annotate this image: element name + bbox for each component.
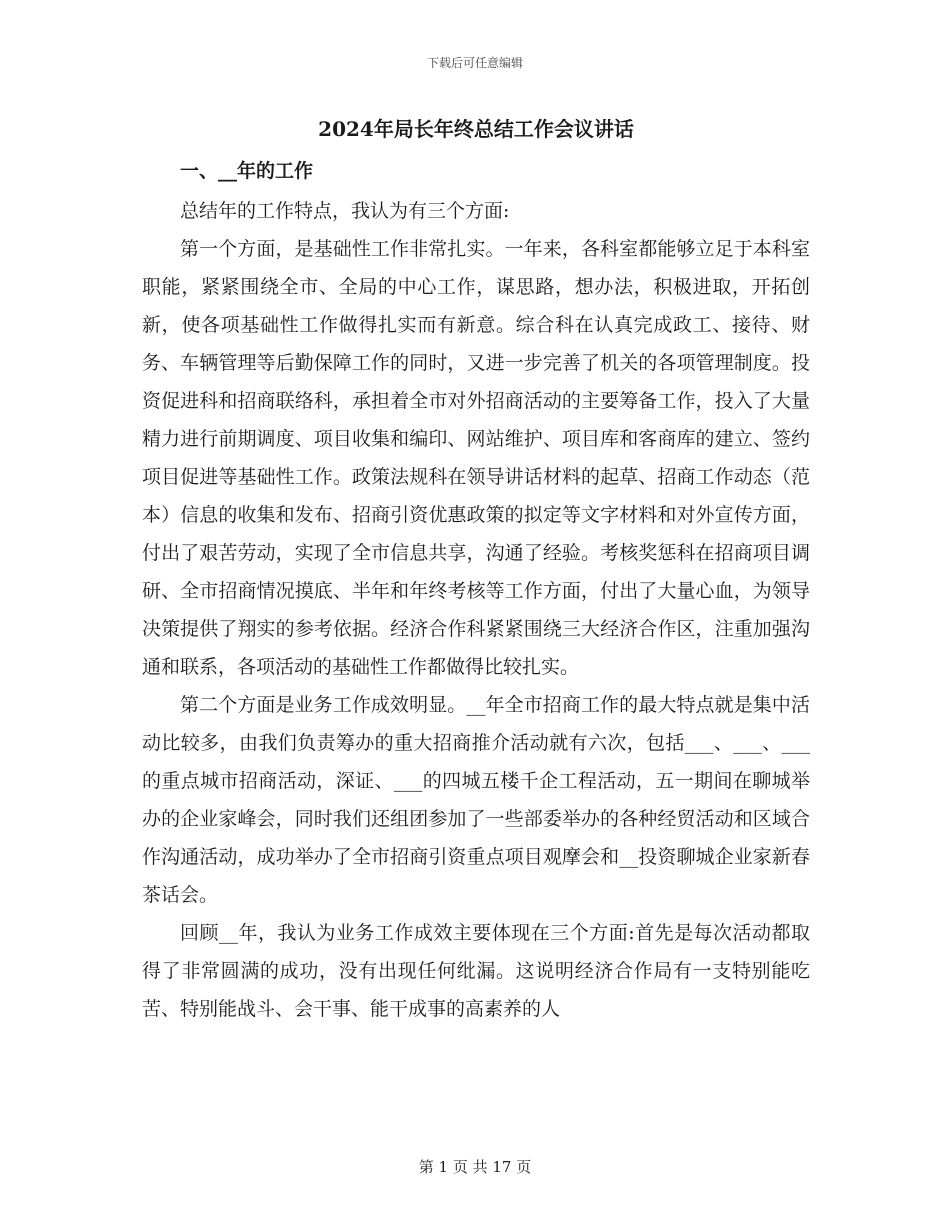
paragraph-first-aspect: 第一个方面，是基础性工作非常扎实。一年来，各科室都能够立足于本科室职能，紧紧围绕全市、全局的中心工作，谋思路，想办法，积极进取，开拓创新，使各项基础性工作做得扎实而有新意。综合科在认真完成政工、接待、财务、车辆管理等后勤保障工作的同时，又进一步完善了机关的各项管理制度。投资促进科和招商联络科，承担着全市对外招商活动的主要筹备工作，投入了大量精力进行前期调度、项目收集和编印、网站维护、项目库和客商库的建立、签约项目促进等基础性工作。政策法规科在领导讲话材料的起草、招商工作动态（范本）信息的收集和发布、招商引资优惠政策的拟定等文字材料和对外宣传方面，付出了艰苦劳动，实现了全市信息共享，沟通了经验。考核奖惩科在招商项目调研、全市招商情况摸底、半年和年终考核等工作方面，付出了大量心血，为领导决策提供了翔实的参考依据。经济合作科紧紧围绕三大经济合作区，注重加强沟通和联系，各项活动的基础性工作都做得比较扎实。 bbox=[142, 238, 810, 678]
paragraph-second-aspect: 第二个方面是业务工作成效明显。__年全市招商工作的最大特点就是集中活动比较多，由我们负责筹办的重大招商推介活动就有六次，包括___、___、___的重点城市招商活动，深证、___的四城五楼千企工程活动，五一期间在聊城举办的企业家峰会，同时我们还组团参加了一些部委举办的各种经贸活动和区域合作沟通活动，成功举办了全市招商引资重点项目观摩会和__投资聊城企业家新春茶话会。 bbox=[142, 694, 810, 906]
paragraph-review: 回顾__年，我认为业务工作成效主要体现在三个方面:首先是每次活动都取得了非常圆满的成功，没有出现任何纰漏。这说明经济合作局有一支特别能吃苦、特别能战斗、会干事、能干成事的高素养的人 bbox=[142, 922, 810, 1020]
paragraph-intro: 总结年的工作特点，我认为有三个方面: bbox=[180, 200, 510, 222]
section-heading: 一、__年的工作 bbox=[180, 160, 314, 182]
document-body bbox=[142, 112, 810, 1028]
page-header-note: 下载后可任意编辑 bbox=[426, 56, 523, 70]
page-number: 第 1 页 共 17 页 bbox=[418, 1158, 532, 1176]
document-title: 2024年局长年终总结工作会议讲话 bbox=[318, 117, 634, 141]
